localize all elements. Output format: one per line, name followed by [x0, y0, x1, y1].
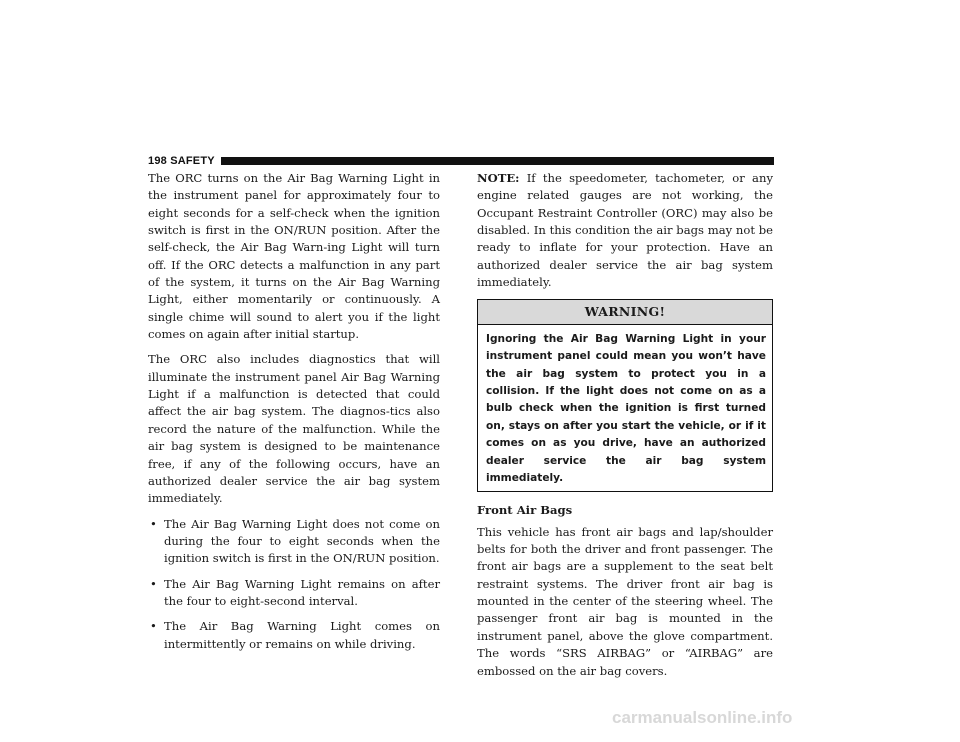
list-item [148, 618, 440, 653]
note-text: If the speedometer, tachometer, or any engine related gauges are not working, the Occupant Restraint Controller (ORC) may also be disabled. In this condition the air bags may not be ready to inflate for your protection. Have an authorized dealer service the air bag system immediately. [477, 171, 773, 290]
bullet-icon: • [150, 576, 157, 591]
bullet-icon: • [150, 619, 157, 634]
warning-box [477, 299, 773, 492]
page-number-section: 198 SAFETY [148, 154, 215, 167]
header-rule [221, 157, 774, 165]
section-heading-front-air-bags: Front Air Bags [477, 503, 573, 518]
list-item [148, 516, 440, 568]
bullet-icon: • [150, 516, 157, 531]
paragraph-self-check: The ORC turns on the Air Bag Warning Light in the instrument panel for approximately four to eight seconds for a self-check when the ignition switch is first in the ON/RUN position. After the self-check, the Air Bag Warn-ing Light will turn off. If the ORC detects a malfunction in any part of the system, it turns on the Air Bag Warning Light, either momentarily or continuously. A single chime will sound to alert you if the light comes on again after initial startup. [148, 171, 440, 342]
list-item [148, 576, 440, 611]
left-column [148, 170, 440, 661]
list-item-text: The Air Bag Warning Light remains on after the four to eight-second interval. [164, 576, 440, 608]
note-label: NOTE: [477, 171, 520, 185]
list-item-text: The Air Bag Warning Light comes on intermittently or remains on while driving. [164, 619, 440, 651]
watermark: carmanualsonline.info [612, 708, 793, 727]
page-header [148, 154, 774, 167]
malfunction-list [148, 516, 440, 653]
warning-body: Ignoring the Air Bag Warning Light in your instrument panel could mean you won’t have the air bag system to protect you in a collision. If the light does not come on as a bulb check when the ignition is first turned on, stays on after you start the vehicle, or if it comes on as you drive, have an authorized dealer service the air bag system immediately. [486, 332, 766, 484]
right-column [477, 170, 773, 688]
list-item-text: The Air Bag Warning Light does not come on during the four to eight seconds when the ignition switch is first in the ON/RUN position. [164, 516, 440, 566]
paragraph-front-air-bags: This vehicle has front air bags and lap/shoulder belts for both the driver and front passenger. The front air bags are a supplement to the seat belt restraint systems. The driver front air bag is mounted in the center of the steering wheel. The passenger front air bag is mounted in the instrument panel, above the glove compartment. The words “SRS AIRBAG” or “AIRBAG” are embossed on the air bag covers. [477, 524, 773, 678]
paragraph-diagnostics: The ORC also includes diagnostics that will illuminate the instrument panel Air Bag Warning Light if a malfunction is detected that could affect the air bag system. The diagnos-tics also record the nature of the malfunction. While the air bag system is designed to be maintenance free, if any of the following occurs, have an authorized dealer service the air bag system immediately. [148, 352, 440, 506]
note-paragraph [477, 170, 773, 291]
warning-title: WARNING! [478, 300, 772, 324]
